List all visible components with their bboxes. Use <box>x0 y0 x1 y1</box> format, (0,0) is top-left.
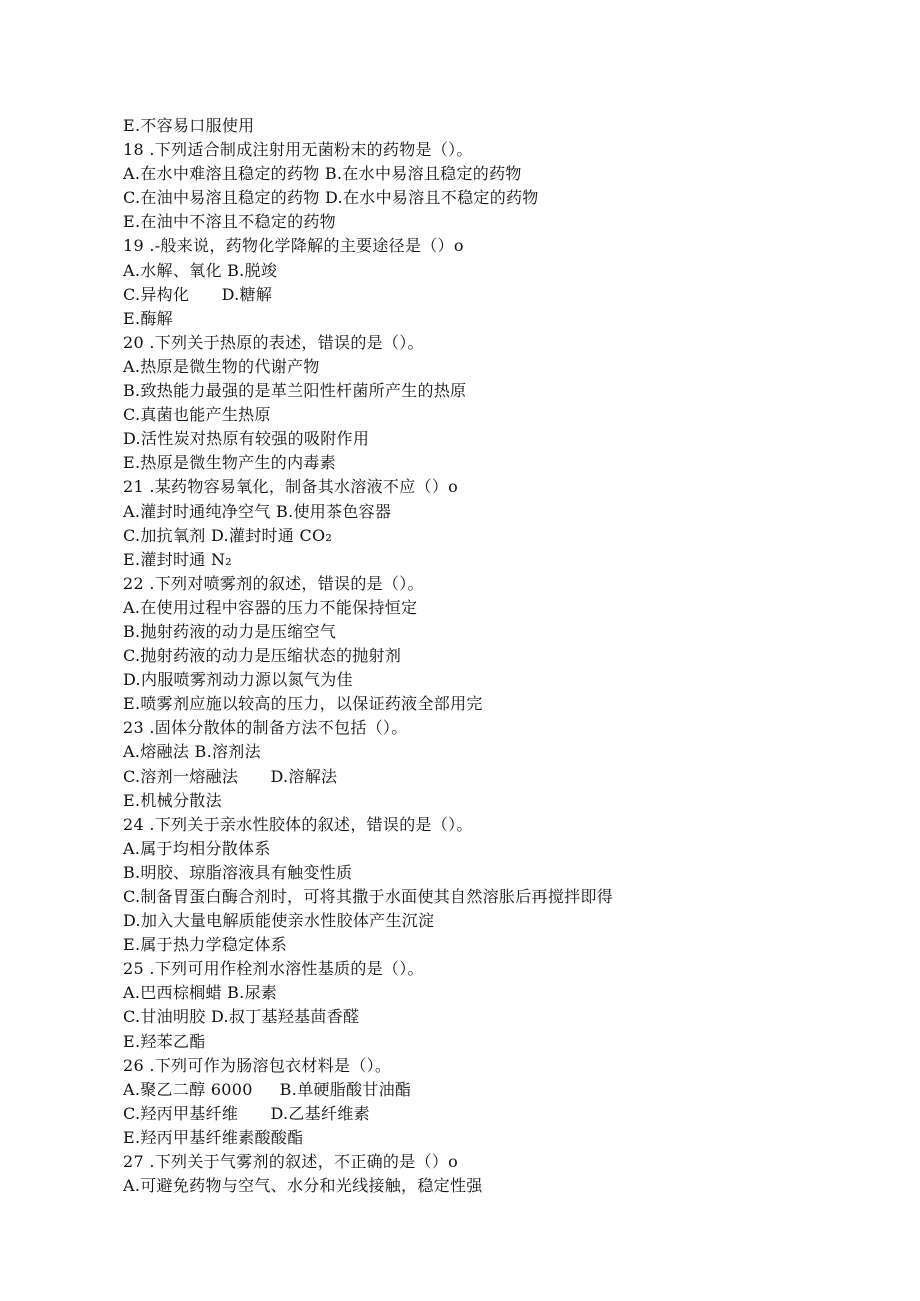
option-line: C.加抗氧剂 D.灌封时通 CO₂ <box>123 525 333 545</box>
option-line: E.属于热力学稳定体系 <box>123 935 288 955</box>
question-line: 24 .下列关于亲水性胶体的叙述，错误的是（）。 <box>123 814 473 834</box>
option-line: E.羟苯乙酯 <box>123 1031 206 1051</box>
option-line: C.真菌也能产生热原 <box>123 405 271 425</box>
option-line: C.在油中易溶且稳定的药物 D.在水中易溶且不稳定的药物 <box>123 188 539 208</box>
option-line: E.不容易口服使用 <box>123 116 255 135</box>
option-line: B.抛射药液的动力是压缩空气 <box>123 621 337 641</box>
question-line: 25 .下列可用作栓剂水溶性基质的是（）。 <box>123 959 424 979</box>
option-line: C.甘油明胶 D.叔丁基羟基茴香醛 <box>123 1007 360 1027</box>
option-line: D.内服喷雾剂动力源以氮气为佳 <box>123 670 353 690</box>
question-line: 27 .下列关于气雾剂的叙述，不正确的是（）o <box>123 1152 459 1172</box>
option-line: A.熔融法 B.溶剂法 <box>123 742 261 762</box>
option-line: C.溶剂一熔融法 D.溶解法 <box>123 766 338 786</box>
option-line: E.机械分散法 <box>123 790 222 810</box>
option-line: E.在油中不溶且不稳定的药物 <box>123 212 336 232</box>
question-line: 21 .某药物容易氧化，制备其水溶液不应（）o <box>123 477 459 497</box>
option-line: A.巴西棕榈蜡 B.尿素 <box>123 983 278 1003</box>
option-line: E.喷雾剂应施以较高的压力，以保证药液全部用完 <box>123 694 483 714</box>
option-line: D.加入大量电解质能使亲水性胶体产生沉淀 <box>123 911 435 931</box>
option-line: A.灌封时通纯净空气 B.使用茶色容器 <box>123 501 392 521</box>
question-line: 18 .下列适合制成注射用无菌粉末的药物是（）。 <box>123 140 473 160</box>
option-line: B.致热能力最强的是革兰阳性杆菌所产生的热原 <box>123 381 467 401</box>
document-body <box>123 114 863 1198</box>
option-line: E.热原是微生物产生的内毒素 <box>123 453 336 473</box>
option-line: A.可避免药物与空气、水分和光线接触，稳定性强 <box>123 1176 483 1196</box>
option-line: A.热原是微生物的代谢产物 <box>123 356 320 376</box>
option-line: C.羟丙甲基纤维 D.乙基纤维素 <box>123 1103 370 1123</box>
option-line: C.抛射药液的动力是压缩状态的抛射剂 <box>123 646 402 666</box>
option-line: C.制备胃蛋白酶合剂时，可将其撒于水面使其自然溶胀后再搅拌即得 <box>123 887 614 906</box>
question-line: 26 .下列可作为肠溶包衣材料是（）。 <box>123 1055 392 1075</box>
question-line: 19 .-般来说，药物化学降解的主要途径是（）o <box>123 236 464 256</box>
option-line: E.灌封时通 N₂ <box>123 549 232 569</box>
option-line: C.异构化 D.糖解 <box>123 284 273 304</box>
option-line: A.属于均相分散体系 <box>123 838 271 858</box>
option-line: B.明胶、琼脂溶液具有触变性质 <box>123 862 353 882</box>
question-line: 20 .下列关于热原的表述，错误的是（）。 <box>123 332 424 352</box>
option-line: E.羟丙甲基纤维素酸酸酯 <box>123 1127 304 1147</box>
option-line: A.水解、氧化 B.脱竣 <box>123 260 278 280</box>
option-line: A.聚乙二醇 6000 B.单硬脂酸甘油酯 <box>123 1079 412 1099</box>
option-line: D.活性炭对热原有较强的吸附作用 <box>123 429 370 449</box>
option-line: E.酶解 <box>123 308 173 328</box>
question-line: 23 .固体分散体的制备方法不包括（）。 <box>123 718 408 738</box>
question-line: 22 .下列对喷雾剂的叙述，错误的是（）。 <box>123 573 424 593</box>
option-line: A.在水中难溶且稳定的药物 B.在水中易溶且稳定的药物 <box>123 164 522 184</box>
option-line: A.在使用过程中容器的压力不能保持恒定 <box>123 597 418 617</box>
